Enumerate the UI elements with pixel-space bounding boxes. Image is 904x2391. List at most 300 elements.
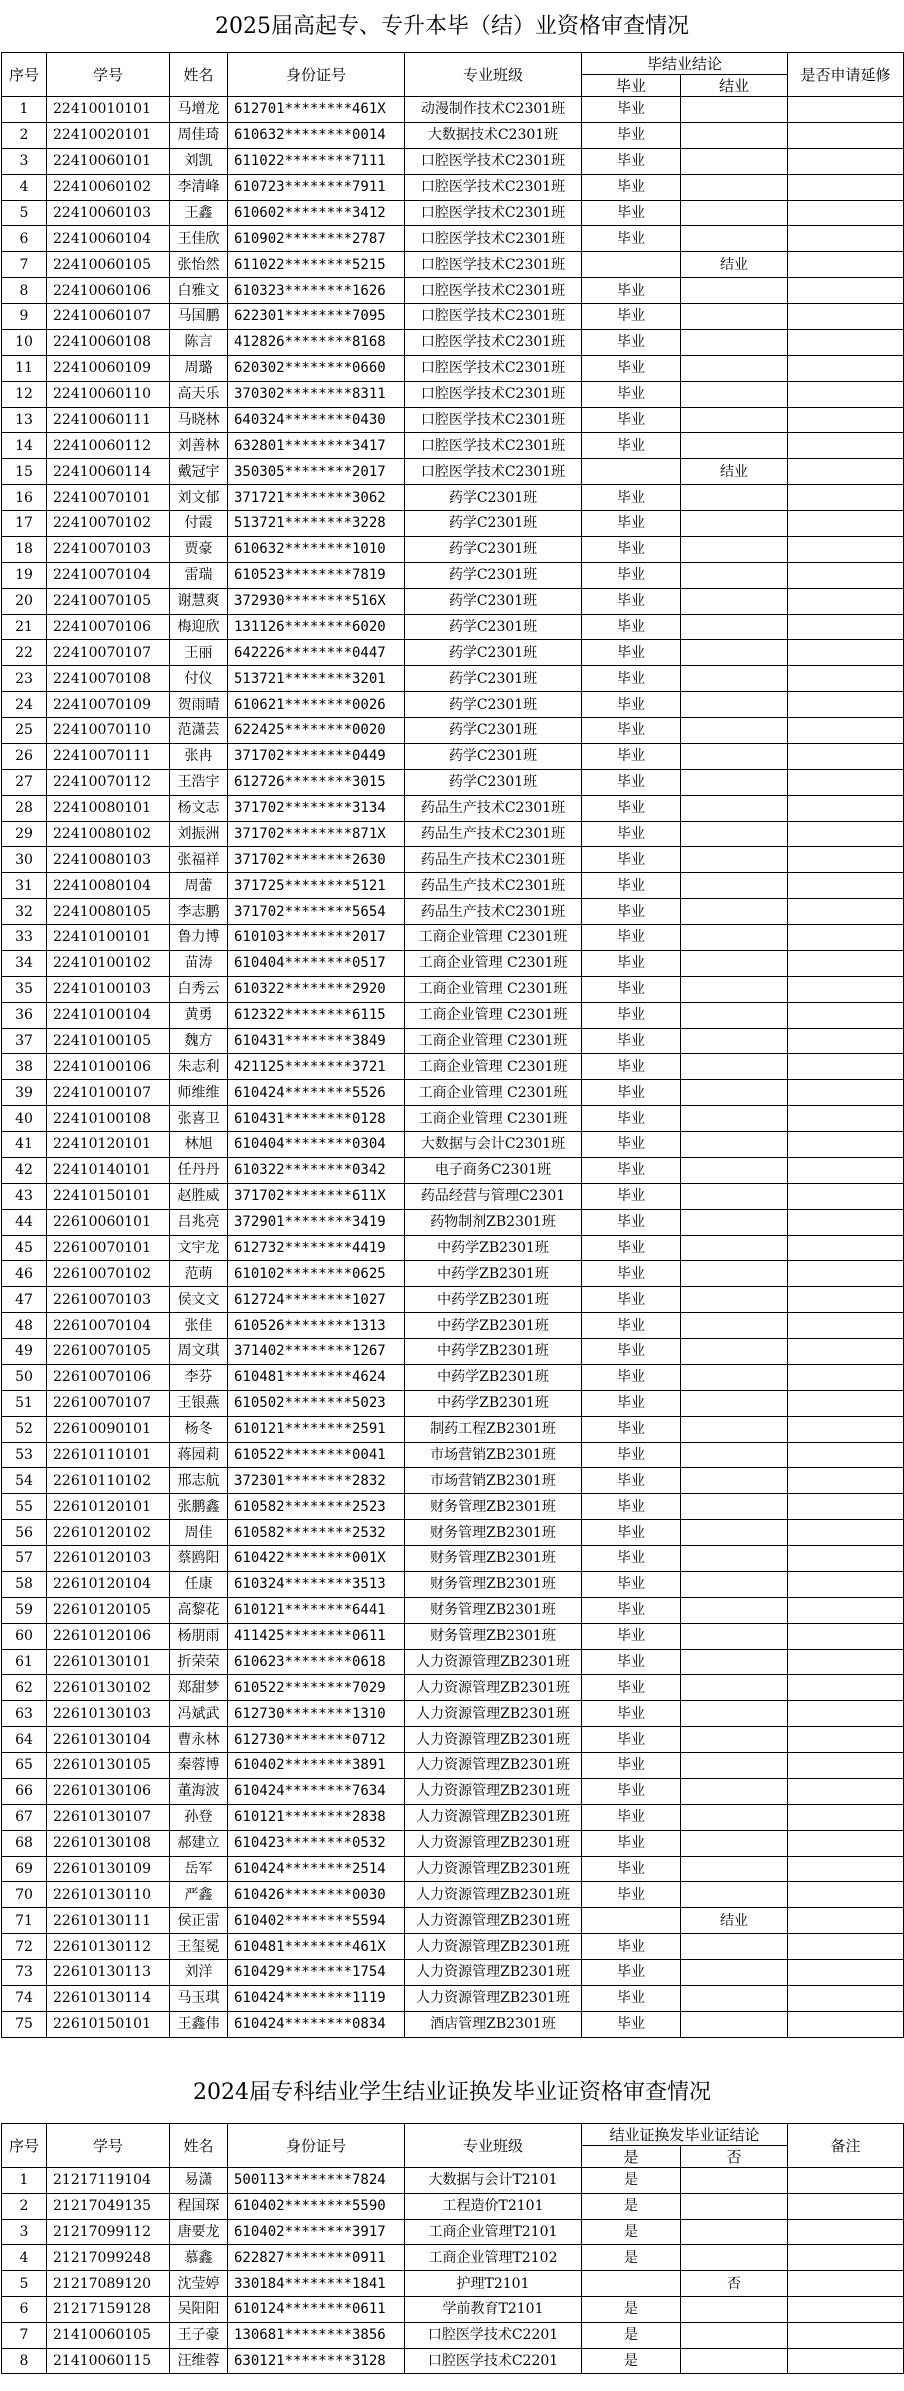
student-id: 22410070110 xyxy=(47,718,170,744)
student-id: 22610130101 xyxy=(47,1649,170,1675)
note xyxy=(788,2296,904,2322)
conclusion-b: 结业 xyxy=(681,1908,788,1934)
conclusion-a: 毕业 xyxy=(582,1209,681,1235)
conclusion-b xyxy=(681,1727,788,1753)
id-card-number: 632801********3417 xyxy=(228,433,405,459)
row-number: 40 xyxy=(2,1106,47,1132)
conclusion-a: 毕业 xyxy=(582,1494,681,1520)
conclusion-b xyxy=(681,2011,788,2037)
note xyxy=(788,1623,904,1649)
student-id: 22410060105 xyxy=(47,252,170,278)
conclusion-a: 毕业 xyxy=(582,1934,681,1960)
student-name: 刘凯 xyxy=(170,148,228,174)
conclusion-a: 毕业 xyxy=(582,1364,681,1390)
conclusion-a: 毕业 xyxy=(582,1106,681,1132)
conclusion-a xyxy=(582,459,681,485)
student-name: 严鑫 xyxy=(170,1882,228,1908)
table-row xyxy=(2,1468,904,1494)
conclusion-b xyxy=(681,562,788,588)
table-row xyxy=(2,1908,904,1934)
student-id: 22410140101 xyxy=(47,1157,170,1183)
table-row xyxy=(2,1313,904,1339)
row-number: 14 xyxy=(2,433,47,459)
row-number: 56 xyxy=(2,1520,47,1546)
conclusion-b xyxy=(681,1882,788,1908)
class-name: 口腔医学技术C2301班 xyxy=(405,148,582,174)
conclusion-b xyxy=(681,2245,788,2271)
student-name: 雷瑞 xyxy=(170,562,228,588)
class-name: 中药学ZB2301班 xyxy=(405,1235,582,1261)
student-name: 马晓林 xyxy=(170,407,228,433)
table-row xyxy=(2,252,904,278)
student-name: 侯正雷 xyxy=(170,1908,228,1934)
student-name: 白雅文 xyxy=(170,278,228,304)
conclusion-b xyxy=(681,536,788,562)
conclusion-a: 毕业 xyxy=(582,511,681,537)
note xyxy=(788,174,904,200)
table-row xyxy=(2,1571,904,1597)
conclusion-b xyxy=(681,1002,788,1028)
id-card-number: 371725********5121 xyxy=(228,873,405,899)
row-number: 21 xyxy=(2,614,47,640)
table-row xyxy=(2,226,904,252)
row-number: 22 xyxy=(2,640,47,666)
id-card-number: 610121********2591 xyxy=(228,1416,405,1442)
id-card-number: 610481********461X xyxy=(228,1934,405,1960)
conclusion-a: 毕业 xyxy=(582,692,681,718)
id-card-number: 371721********3062 xyxy=(228,485,405,511)
student-id: 22410020101 xyxy=(47,122,170,148)
note xyxy=(788,1675,904,1701)
student-id: 22410070107 xyxy=(47,640,170,666)
student-name: 师维维 xyxy=(170,1080,228,1106)
class-name: 口腔医学技术C2201 xyxy=(405,2322,582,2348)
table-row xyxy=(2,2168,904,2194)
table-row xyxy=(2,1183,904,1209)
student-name: 王佳欣 xyxy=(170,226,228,252)
note xyxy=(788,2271,904,2297)
note xyxy=(788,2348,904,2374)
conclusion-b xyxy=(681,148,788,174)
conclusion-b xyxy=(681,1132,788,1158)
note xyxy=(788,1908,904,1934)
class-name: 大数据与会计C2301班 xyxy=(405,1132,582,1158)
class-name: 工商企业管理 C2301班 xyxy=(405,1106,582,1132)
row-number: 66 xyxy=(2,1778,47,1804)
id-card-number: 610324********3513 xyxy=(228,1571,405,1597)
student-name: 马玉琪 xyxy=(170,1985,228,2011)
table-row xyxy=(2,1649,904,1675)
note xyxy=(788,1132,904,1158)
class-name: 财务管理ZB2301班 xyxy=(405,1546,582,1572)
student-id: 22610130110 xyxy=(47,1882,170,1908)
id-card-number: 610402********3917 xyxy=(228,2219,405,2245)
conclusion-a: 毕业 xyxy=(582,873,681,899)
student-name: 邢志航 xyxy=(170,1468,228,1494)
table-row xyxy=(2,2219,904,2245)
note xyxy=(788,148,904,174)
conclusion-b xyxy=(681,1546,788,1572)
note xyxy=(788,1157,904,1183)
student-id: 22410100102 xyxy=(47,950,170,976)
note xyxy=(788,252,904,278)
id-card-number: 371702********2630 xyxy=(228,847,405,873)
row-number: 12 xyxy=(2,381,47,407)
note xyxy=(788,1028,904,1054)
table-row xyxy=(2,950,904,976)
conclusion-b xyxy=(681,2219,788,2245)
student-id: 22610130107 xyxy=(47,1804,170,1830)
note xyxy=(788,1183,904,1209)
conclusion-a: 毕业 xyxy=(582,433,681,459)
row-number: 73 xyxy=(2,1960,47,1986)
class-name: 人力资源管理ZB2301班 xyxy=(405,1960,582,1986)
student-id: 22610110102 xyxy=(47,1468,170,1494)
student-id: 22410060112 xyxy=(47,433,170,459)
conclusion-a: 毕业 xyxy=(582,588,681,614)
conclusion-a: 毕业 xyxy=(582,226,681,252)
id-card-number: 610723********7911 xyxy=(228,174,405,200)
row-number: 18 xyxy=(2,536,47,562)
row-number: 4 xyxy=(2,174,47,200)
student-id: 22410010101 xyxy=(47,97,170,123)
table-row xyxy=(2,1960,904,1986)
class-name: 药学C2301班 xyxy=(405,666,582,692)
conclusion-a: 毕业 xyxy=(582,536,681,562)
student-id: 22610130113 xyxy=(47,1960,170,1986)
conclusion-a: 毕业 xyxy=(582,1960,681,1986)
table-row xyxy=(2,873,904,899)
row-number: 10 xyxy=(2,329,47,355)
conclusion-a: 毕业 xyxy=(582,1390,681,1416)
row-number: 57 xyxy=(2,1546,47,1572)
note xyxy=(788,511,904,537)
table-row xyxy=(2,718,904,744)
note xyxy=(788,1934,904,1960)
conclusion-a: 毕业 xyxy=(582,1701,681,1727)
header-name: 姓名 xyxy=(170,53,228,97)
table-row xyxy=(2,1934,904,1960)
row-number: 46 xyxy=(2,1261,47,1287)
conclusion-a: 毕业 xyxy=(582,97,681,123)
student-name: 贺雨晴 xyxy=(170,692,228,718)
note xyxy=(788,1339,904,1365)
class-name: 药学C2301班 xyxy=(405,562,582,588)
student-name: 马国鹏 xyxy=(170,304,228,330)
note xyxy=(788,1753,904,1779)
id-card-number: 350305********2017 xyxy=(228,459,405,485)
table-row xyxy=(2,1364,904,1390)
id-card-number: 610502********5023 xyxy=(228,1390,405,1416)
student-id: 22410070108 xyxy=(47,666,170,692)
conclusion-b xyxy=(681,795,788,821)
conclusion-b xyxy=(681,1623,788,1649)
table-row xyxy=(2,821,904,847)
note xyxy=(788,873,904,899)
conclusion-b xyxy=(681,1364,788,1390)
id-card-number: 610323********1626 xyxy=(228,278,405,304)
header-yes: 是 xyxy=(582,2146,681,2168)
note xyxy=(788,562,904,588)
student-name: 汪维蓉 xyxy=(170,2348,228,2374)
header-conclusion: 毕结业结论 xyxy=(582,53,788,75)
id-card-number: 610424********1119 xyxy=(228,1985,405,2011)
conclusion-a xyxy=(582,2271,681,2297)
id-card-number: 611022********7111 xyxy=(228,148,405,174)
student-id: 22410060104 xyxy=(47,226,170,252)
header-student-id: 学号 xyxy=(47,2124,170,2168)
id-card-number: 513721********3228 xyxy=(228,511,405,537)
note xyxy=(788,925,904,951)
student-name: 孙登 xyxy=(170,1804,228,1830)
class-name: 人力资源管理ZB2301班 xyxy=(405,1778,582,1804)
student-id: 22410120101 xyxy=(47,1132,170,1158)
student-name: 苗涛 xyxy=(170,950,228,976)
class-name: 人力资源管理ZB2301班 xyxy=(405,1649,582,1675)
header-no-col: 否 xyxy=(681,2146,788,2168)
conclusion-a: 毕业 xyxy=(582,1753,681,1779)
table-row xyxy=(2,1209,904,1235)
student-name: 戴冠宇 xyxy=(170,459,228,485)
id-card-number: 642226********0447 xyxy=(228,640,405,666)
class-name: 药学C2301班 xyxy=(405,718,582,744)
student-name: 蔡鸥阳 xyxy=(170,1546,228,1572)
table-row xyxy=(2,2011,904,2037)
id-card-number: 610402********5590 xyxy=(228,2193,405,2219)
conclusion-a: 毕业 xyxy=(582,1468,681,1494)
class-name: 药品生产技术C2301班 xyxy=(405,899,582,925)
row-number: 63 xyxy=(2,1701,47,1727)
conclusion-b xyxy=(681,1960,788,1986)
conclusion-a xyxy=(582,1908,681,1934)
student-id: 22610120103 xyxy=(47,1546,170,1572)
class-name: 人力资源管理ZB2301班 xyxy=(405,1727,582,1753)
student-name: 付霞 xyxy=(170,511,228,537)
row-number: 72 xyxy=(2,1934,47,1960)
note xyxy=(788,1002,904,1028)
conclusion-a: 毕业 xyxy=(582,200,681,226)
conclusion-a: 毕业 xyxy=(582,925,681,951)
conclusion-b xyxy=(681,1390,788,1416)
class-name: 电子商务C2301班 xyxy=(405,1157,582,1183)
note xyxy=(788,433,904,459)
conclusion-b xyxy=(681,1649,788,1675)
row-number: 43 xyxy=(2,1183,47,1209)
id-card-number: 610424********0834 xyxy=(228,2011,405,2037)
student-name: 王银燕 xyxy=(170,1390,228,1416)
student-id: 22410080103 xyxy=(47,847,170,873)
class-name: 药物制剂ZB2301班 xyxy=(405,1209,582,1235)
table-row xyxy=(2,459,904,485)
student-name: 杨朋雨 xyxy=(170,1623,228,1649)
note xyxy=(788,329,904,355)
class-name: 药品经营与管理C2301 xyxy=(405,1183,582,1209)
table-row xyxy=(2,769,904,795)
student-id: 22410100108 xyxy=(47,1106,170,1132)
id-card-number: 610526********1313 xyxy=(228,1313,405,1339)
student-name: 董海波 xyxy=(170,1778,228,1804)
conclusion-a: 毕业 xyxy=(582,1339,681,1365)
class-name: 中药学ZB2301班 xyxy=(405,1287,582,1313)
row-number: 62 xyxy=(2,1675,47,1701)
student-id: 22610070101 xyxy=(47,1235,170,1261)
note xyxy=(788,976,904,1002)
class-name: 人力资源管理ZB2301班 xyxy=(405,1701,582,1727)
table-row xyxy=(2,1132,904,1158)
row-number: 47 xyxy=(2,1287,47,1313)
class-name: 口腔医学技术C2301班 xyxy=(405,459,582,485)
class-name: 中药学ZB2301班 xyxy=(405,1364,582,1390)
conclusion-b xyxy=(681,1442,788,1468)
conclusion-b xyxy=(681,329,788,355)
table-row xyxy=(2,1856,904,1882)
id-card-number: 610102********0625 xyxy=(228,1261,405,1287)
conclusion-a: 毕业 xyxy=(582,1313,681,1339)
conclusion-a: 是 xyxy=(582,2219,681,2245)
id-card-number: 610424********2514 xyxy=(228,1856,405,1882)
student-id: 22410060102 xyxy=(47,174,170,200)
note xyxy=(788,304,904,330)
row-number: 30 xyxy=(2,847,47,873)
student-name: 朱志利 xyxy=(170,1054,228,1080)
row-number: 4 xyxy=(2,2245,47,2271)
student-name: 刘文郁 xyxy=(170,485,228,511)
student-id: 22410070101 xyxy=(47,485,170,511)
table-row xyxy=(2,640,904,666)
class-name: 人力资源管理ZB2301班 xyxy=(405,1753,582,1779)
header-extension: 是否申请延修 xyxy=(788,53,904,97)
conclusion-a: 毕业 xyxy=(582,1028,681,1054)
row-number: 65 xyxy=(2,1753,47,1779)
table-row xyxy=(2,976,904,1002)
table-row xyxy=(2,381,904,407)
table-row xyxy=(2,1830,904,1856)
note xyxy=(788,355,904,381)
id-card-number: 411425********0611 xyxy=(228,1623,405,1649)
note xyxy=(788,1287,904,1313)
id-card-number: 611022********5215 xyxy=(228,252,405,278)
conclusion-a xyxy=(582,252,681,278)
note xyxy=(788,1778,904,1804)
student-name: 慕鑫 xyxy=(170,2245,228,2271)
student-id: 21217159128 xyxy=(47,2296,170,2322)
note xyxy=(788,2245,904,2271)
id-card-number: 412826********8168 xyxy=(228,329,405,355)
class-name: 口腔医学技术C2301班 xyxy=(405,200,582,226)
note xyxy=(788,1494,904,1520)
row-number: 69 xyxy=(2,1856,47,1882)
table-row xyxy=(2,1442,904,1468)
table-row xyxy=(2,666,904,692)
table-row xyxy=(2,174,904,200)
student-name: 王子豪 xyxy=(170,2322,228,2348)
note xyxy=(788,2322,904,2348)
row-number: 29 xyxy=(2,821,47,847)
class-name: 药学C2301班 xyxy=(405,485,582,511)
row-number: 49 xyxy=(2,1339,47,1365)
header-conclusion: 结业证换发毕业证结论 xyxy=(582,2124,788,2146)
id-card-number: 620302********0660 xyxy=(228,355,405,381)
conclusion-b xyxy=(681,1571,788,1597)
class-name: 药学C2301班 xyxy=(405,511,582,537)
student-name: 王玺冕 xyxy=(170,1934,228,1960)
student-name: 张福祥 xyxy=(170,847,228,873)
row-number: 19 xyxy=(2,562,47,588)
row-number: 31 xyxy=(2,873,47,899)
student-name: 范萌 xyxy=(170,1261,228,1287)
conclusion-b xyxy=(681,769,788,795)
conclusion-b xyxy=(681,2168,788,2194)
row-number: 61 xyxy=(2,1649,47,1675)
id-card-number: 610582********2523 xyxy=(228,1494,405,1520)
conclusion-a: 毕业 xyxy=(582,847,681,873)
conclusion-a: 是 xyxy=(582,2296,681,2322)
id-card-number: 610423********0532 xyxy=(228,1830,405,1856)
student-name: 王鑫伟 xyxy=(170,2011,228,2037)
student-id: 21217089120 xyxy=(47,2271,170,2297)
table-row xyxy=(2,304,904,330)
student-name: 王浩宇 xyxy=(170,769,228,795)
class-name: 工商企业管理T2101 xyxy=(405,2219,582,2245)
student-name: 岳军 xyxy=(170,1856,228,1882)
conclusion-a: 毕业 xyxy=(582,1856,681,1882)
id-card-number: 610582********2532 xyxy=(228,1520,405,1546)
student-name: 林旭 xyxy=(170,1132,228,1158)
student-id: 22410060109 xyxy=(47,355,170,381)
note xyxy=(788,1106,904,1132)
note xyxy=(788,2011,904,2037)
class-name: 工商企业管理 C2301班 xyxy=(405,1028,582,1054)
conclusion-a: 毕业 xyxy=(582,1778,681,1804)
id-card-number: 610402********3891 xyxy=(228,1753,405,1779)
class-name: 口腔医学技术C2301班 xyxy=(405,226,582,252)
student-name: 张佳 xyxy=(170,1313,228,1339)
id-card-number: 612322********6115 xyxy=(228,1002,405,1028)
conclusion-a: 毕业 xyxy=(582,381,681,407)
table-row xyxy=(2,1753,904,1779)
row-number: 28 xyxy=(2,795,47,821)
conclusion-b xyxy=(681,278,788,304)
table-row xyxy=(2,925,904,951)
student-name: 刘洋 xyxy=(170,1960,228,1986)
student-id: 22410060110 xyxy=(47,381,170,407)
student-id: 22610070103 xyxy=(47,1287,170,1313)
table-row xyxy=(2,2296,904,2322)
row-number: 53 xyxy=(2,1442,47,1468)
note xyxy=(788,1856,904,1882)
conclusion-a: 是 xyxy=(582,2245,681,2271)
conclusion-b xyxy=(681,640,788,666)
class-name: 工程造价T2101 xyxy=(405,2193,582,2219)
class-name: 工商企业管理 C2301班 xyxy=(405,1080,582,1106)
student-name: 沈莹婷 xyxy=(170,2271,228,2297)
id-card-number: 612730********0712 xyxy=(228,1727,405,1753)
conclusion-a: 毕业 xyxy=(582,1261,681,1287)
note xyxy=(788,485,904,511)
class-name: 口腔医学技术C2201 xyxy=(405,2348,582,2374)
id-card-number: 610902********2787 xyxy=(228,226,405,252)
row-number: 67 xyxy=(2,1804,47,1830)
header-student-id: 学号 xyxy=(47,53,170,97)
student-id: 22610120104 xyxy=(47,1571,170,1597)
conclusion-b xyxy=(681,1235,788,1261)
student-name: 高黎花 xyxy=(170,1597,228,1623)
table-row xyxy=(2,433,904,459)
table-row xyxy=(2,536,904,562)
certificate-exchange-table xyxy=(1,2123,904,2374)
note xyxy=(788,1597,904,1623)
id-card-number: 610481********4624 xyxy=(228,1364,405,1390)
